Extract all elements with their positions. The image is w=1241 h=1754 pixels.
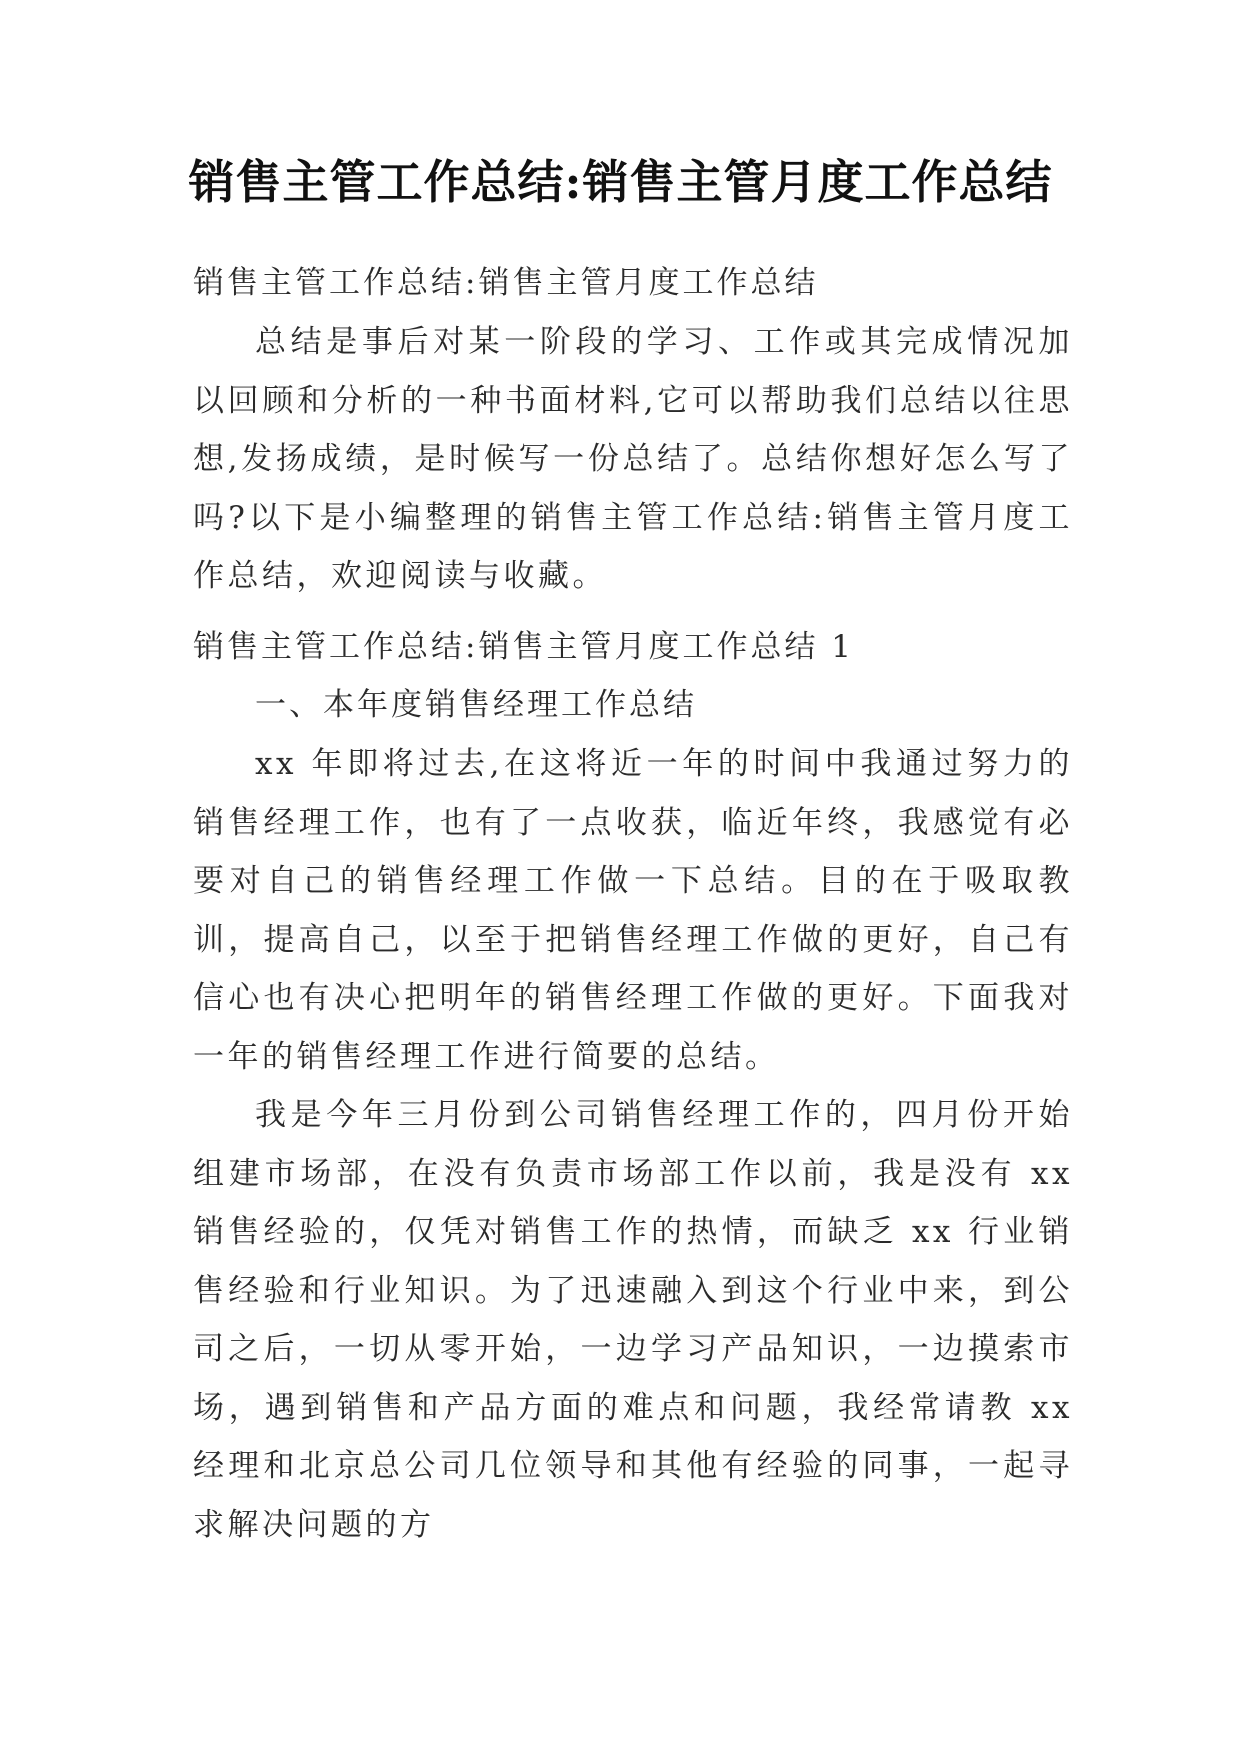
body-paragraph-2: 我是今年三月份到公司销售经理工作的，四月份开始组建市场部，在没有负责市场部工作以前，我是没有 xx 销售经验的，仅凭对销售工作的热情，而缺乏 xx 行业销售经验和行业知识。为了迅速融入到这个行业中来，到公司之后，一切从零开始，一边学习产品知识，一边摸索市场，遇到销售和产品方面的难点和问题，我经常请教 xx 经理和北京总公司几位领导和其他有经验的同事，一起寻求解决问题的方	[193, 1097, 1073, 1543]
intro-paragraph-block	[193, 313, 1073, 606]
body-paragraphs	[193, 735, 1073, 1554]
section-heading: 销售主管工作总结:销售主管月度工作总结 1	[193, 629, 855, 665]
intro-heading: 销售主管工作总结:销售主管月度工作总结	[193, 265, 819, 301]
document-title: 销售主管工作总结:销售主管月度工作总结	[188, 155, 1053, 209]
intro-paragraph: 总结是事后对某一阶段的学习、工作或其完成情况加以回顾和分析的一种书面材料,它可以帮助我们总结以往思想,发扬成绩，是时候写一份总结了。总结你想好怎么写了吗?以下是小编整理的销售主管工作总结:销售主管月度工作总结，欢迎阅读与收藏。	[193, 324, 1073, 594]
subsection-heading: 一、本年度销售经理工作总结	[255, 687, 697, 723]
body-paragraph-1: xx 年即将过去,在这将近一年的时间中我通过努力的销售经理工作，也有了一点收获，临近年终，我感觉有必要对自己的销售经理工作做一下总结。目的在于吸取教训，提高自己，以至于把销售经理工作做的更好，自己有信心也有决心把明年的销售经理工作做的更好。下面我对一年的销售经理工作进行简要的总结。	[193, 746, 1073, 1075]
